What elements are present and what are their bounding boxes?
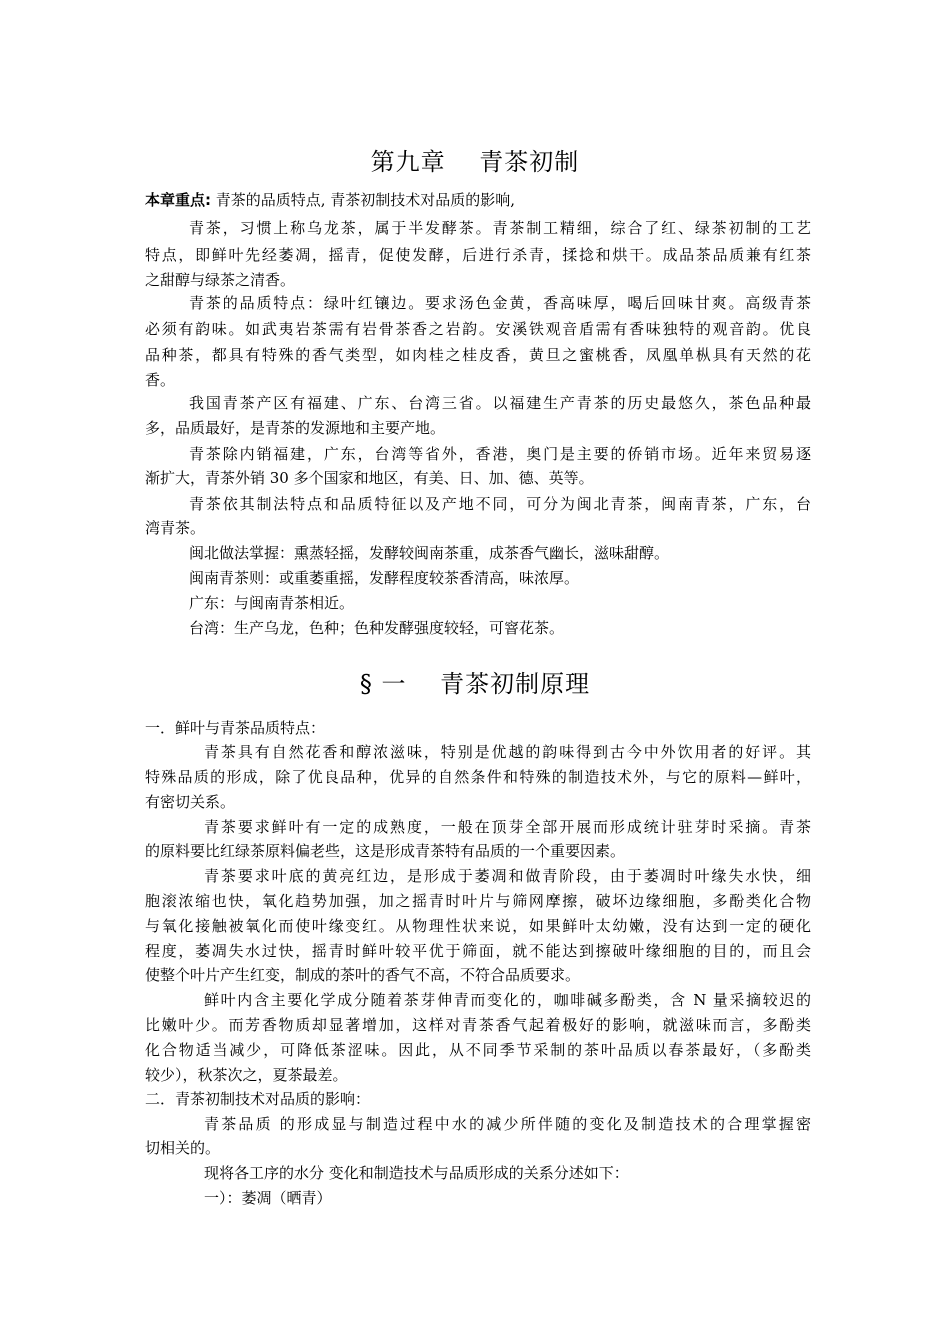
text-line: 胞滚浓缩也快，氧化趋势加强，加之摇青时叶片与筛网摩擦，破坏边缘细胞，多酚类化合物 <box>145 892 811 910</box>
chapter-title: 第九章 青茶初制 <box>370 148 580 176</box>
text-line: 渐扩大，青茶外销 30 多个国家和地区，有美、日、加、德、英等。 <box>145 469 594 487</box>
text-line: 闽南青茶则：或重萎重摇，发酵程度较茶香清高，味浓厚。 <box>189 569 580 587</box>
text-line: 闽北做法掌握：熏蒸轻摇，发酵较闽南茶重，成茶香气幽长，滋味甜醇。 <box>189 544 670 562</box>
text-line: 化合物适当减少，可降低茶涩味。因此，从不同季节采制的茶叶品质以春茶最好，（多酚类 <box>145 1041 811 1059</box>
text-line: 较少），秋茶次之，夏茶最差。 <box>145 1066 348 1084</box>
text-line: 青茶，习惯上称乌龙茶，属于半发酵茶。青茶制工精细，综合了红、绿茶初制的工艺 <box>189 219 811 237</box>
text-line: 比嫩叶少。而芳香物质却显著增加，这样对青茶香气起着极好的影响，就滋味而言，多酚类 <box>145 1016 811 1034</box>
text-line: 香。 <box>145 371 176 389</box>
text-line: 青茶要求叶底的黄亮红边，是形成于萎凋和做青阶段，由于萎凋时叶缘失水快，细 <box>204 867 811 885</box>
text-line: 青茶具有自然花香和醇浓滋味，特别是优越的韵味得到古今中外饮用者的好评。其 <box>204 743 811 761</box>
text-line: 特点，即鲜叶先经萎凋，摇青，促使发酵，后进行杀青，揉捻和烘干。成品茶品质兼有红茶 <box>145 246 811 264</box>
heading-line: 一．鲜叶与青茶品质特点： <box>145 719 326 737</box>
heading-line: 二．青茶初制技术对品质的影响： <box>145 1090 371 1108</box>
text-line: 之甜醇与绿茶之清香。 <box>145 271 296 289</box>
text-line: 青茶要求鲜叶有一定的成熟度，一般在顶芽全部开展而形成统计驻芽时采摘。青茶 <box>204 818 811 836</box>
key-points-line <box>145 190 811 210</box>
text-line: 青茶品质 的形成显与制造过程中水的减少所伴随的变化及制造技术的合理掌握密 <box>204 1115 811 1133</box>
text-line: 鲜叶内含主要化学成分随着茶芽伸青而变化的，咖啡碱多酚类，含 N 量采摘较迟的 <box>204 991 811 1009</box>
text-line: 程度，萎凋失水过快，摇青时鲜叶较平优于筛面，就不能达到擦破叶缘细胞的目的，而且会 <box>145 942 811 960</box>
key-points-text: 青茶的品质特点, 青茶初制技术对品质的影响, <box>211 191 516 209</box>
text-line: 青茶依其制法特点和品质特征以及产地不同，可分为闽北青茶，闽南青茶，广东，台 <box>189 495 811 513</box>
text-line: 切相关的。 <box>145 1139 221 1157</box>
text-line: 特殊品质的形成，除了优良品种，优异的自然条件和特殊的制造技术外，与它的原料—鲜叶， <box>145 768 811 786</box>
text-line: 湾青茶。 <box>145 519 206 537</box>
text-line: 广东：与闽南青茶相近。 <box>189 594 355 612</box>
section-title: § 一 青茶初制原理 <box>359 670 591 698</box>
text-line: 有密切关系。 <box>145 793 236 811</box>
subheading-line: 一）：萎凋（晒青） <box>204 1189 332 1207</box>
key-points-label: 本章重点: <box>145 191 211 209</box>
text-line: 必须有韵味。如武夷岩茶需有岩骨茶香之岩韵。安溪铁观音盾需有香味独特的观音韵。优良 <box>145 320 811 338</box>
text-line: 与氧化接触被氧化而使叶缘变红。从物理性状来说，如果鲜叶太幼嫩，没有达到一定的硬化 <box>145 917 811 935</box>
text-line: 现将各工序的水分 变化和制造技术与品质形成的关系分述如下： <box>204 1164 629 1182</box>
text-line: 台湾：生产乌龙，色种；色种发酵强度较轻，可窨花茶。 <box>189 619 565 637</box>
text-line: 品种茶，都具有特殊的香气类型，如肉桂之桂皮香，黄旦之蜜桃香，凤凰单枞具有天然的花 <box>145 346 811 364</box>
text-line: 多，品质最好，是青茶的发源地和主要产地。 <box>145 419 446 437</box>
text-line: 我国青茶产区有福建、广东、台湾三省。以福建生产青茶的历史最悠久，茶色品种最 <box>189 394 811 412</box>
text-line: 青茶的品质特点：绿叶红镶边。要求汤色金黄，香高味厚，喝后回味甘爽。高级青茶 <box>189 294 811 312</box>
text-line: 的原料要比红绿茶原料偏老些，这是形成青茶特有品质的一个重要因素。 <box>145 842 626 860</box>
text-line: 使整个叶片产生红变，制成的茶叶的香气不高，不符合品质要求。 <box>145 966 581 984</box>
text-line: 青茶除内销福建，广东，台湾等省外，香港，奥门是主要的侨销市场。近年来贸易逐 <box>189 445 811 463</box>
